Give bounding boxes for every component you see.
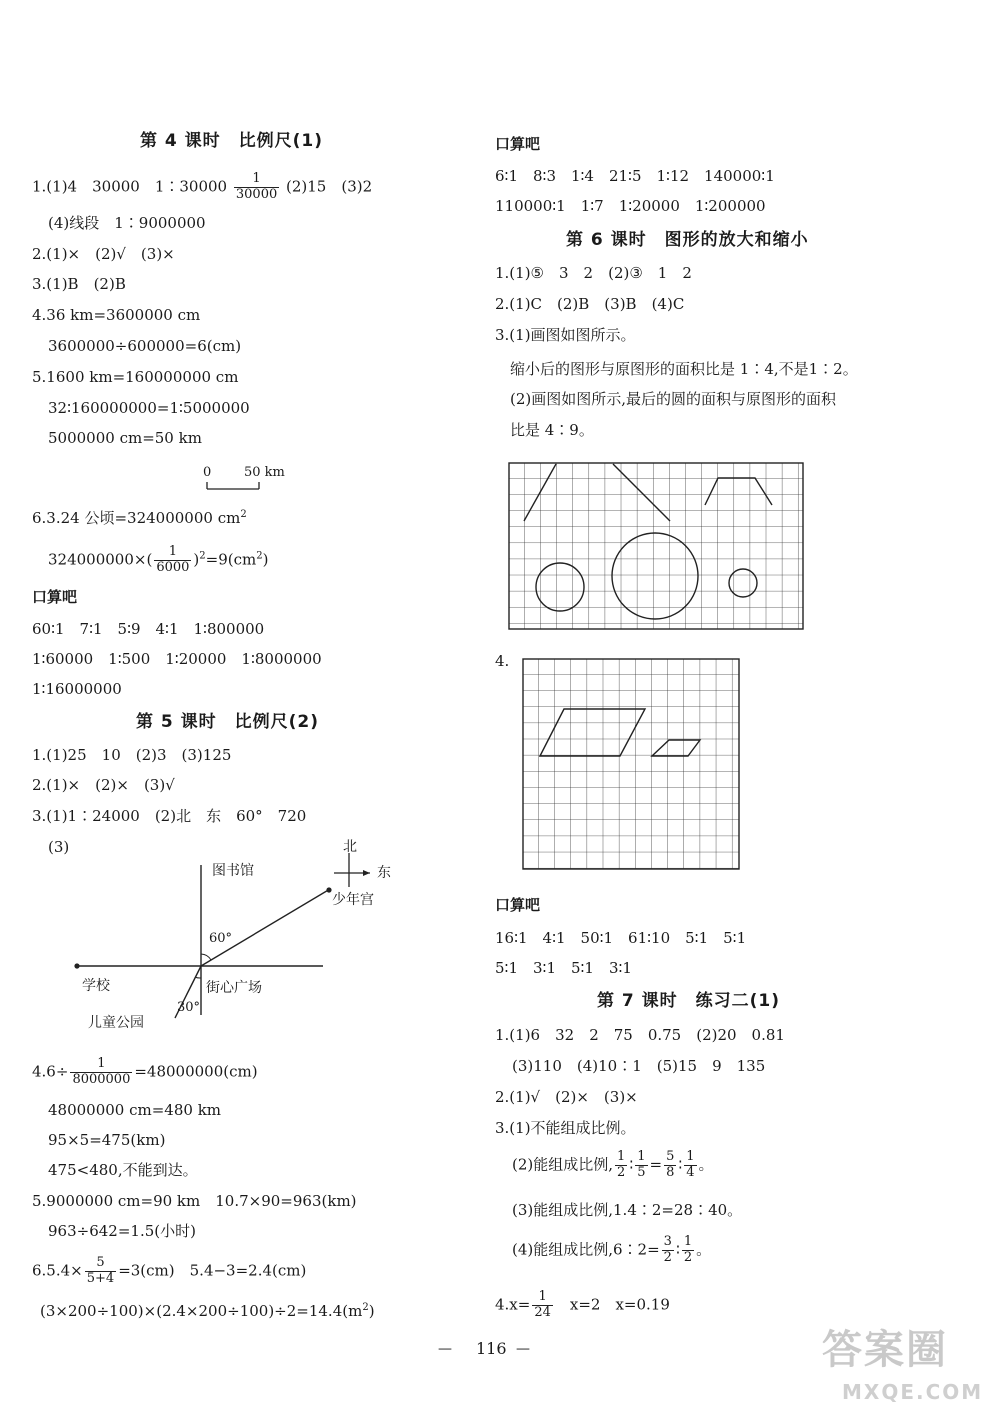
superscript: 2 <box>199 550 206 562</box>
oral1-title: 口算吧 <box>32 588 78 606</box>
enlarge-shrink-grid-1 <box>508 462 804 630</box>
oral2-row2: 110000∶1 1∶7 1∶20000 1∶200000 <box>495 197 766 215</box>
lesson6-q4: 4. <box>495 652 510 670</box>
lesson4-line3: 2.(1)× (2)√ (3)× <box>32 245 175 263</box>
lesson4-line10 <box>32 510 247 526</box>
l7-q4-text: 4.x= <box>495 1295 531 1314</box>
frac-den: 2 <box>663 1249 672 1265</box>
frac-num: 1 <box>70 1057 132 1073</box>
frac-num: 1 <box>686 1149 695 1164</box>
frac-num: 1 <box>617 1149 626 1164</box>
lesson7-line4: 3.(1)不能组成比例。 <box>495 1119 636 1137</box>
lesson5-line7: 95×5=475(km) <box>48 1131 166 1149</box>
l7-q3-2-text: (2)能组成比例, <box>512 1155 614 1174</box>
l4-q1-text: 1.(1)4 30000 1∶30000 <box>32 177 228 196</box>
scale-zero: 0 <box>203 465 212 480</box>
frac-num: 1 <box>532 1290 553 1306</box>
lesson4-line7: 5.1600 km=160000000 cm <box>32 368 239 386</box>
fraction <box>664 1150 676 1181</box>
l5-q6-area: (3×200÷100)×(2.4×200÷100)÷2=14.4(m <box>40 1302 363 1320</box>
oral3-row2: 5∶1 3∶1 5∶1 3∶1 <box>495 959 632 977</box>
footer-dash-left: — <box>438 1341 452 1357</box>
frac-num: 5 <box>85 1256 116 1272</box>
oral1-row2: 1∶60000 1∶500 1∶20000 1∶8000000 <box>32 650 322 668</box>
footer-dash-right: — <box>516 1341 530 1357</box>
frac-den: 4 <box>686 1164 695 1180</box>
lesson7-line1: 1.(1)6 32 2 75 0.75 (2)20 0.81 <box>495 1026 785 1044</box>
frac-den: 2 <box>617 1164 626 1180</box>
lesson7-line8 <box>495 1290 670 1321</box>
equal-sign: = <box>649 1155 663 1174</box>
map-school-label: 学校 <box>82 978 110 994</box>
lesson7-line6: (3)能组成比例,1.4∶2=28∶40。 <box>512 1201 743 1219</box>
lesson5-line8: 475<480,不能到达。 <box>48 1161 198 1179</box>
frac-den: 2 <box>683 1249 693 1265</box>
period: 。 <box>698 1155 714 1174</box>
fraction <box>70 1057 132 1088</box>
map-plaza-label: 街心广场 <box>206 980 262 996</box>
watermark-site: MXQE.COM <box>842 1380 984 1404</box>
superscript: 2 <box>240 509 247 520</box>
l7-q3-4-text: (4)能组成比例,6∶2= <box>512 1240 660 1259</box>
lesson4-line5: 4.36 km=3600000 cm <box>32 306 201 324</box>
lesson4-title: 第 4 课时 比例尺(1) <box>140 131 324 151</box>
fraction <box>532 1290 553 1321</box>
scale-50km: 50 km <box>244 465 285 480</box>
lesson4-line11 <box>48 545 268 576</box>
frac-num: 1 <box>637 1149 646 1164</box>
lesson5-line5 <box>32 1057 258 1088</box>
fraction <box>615 1150 627 1181</box>
l5-q6-result: =3(cm) 5.4−3=2.4(cm) <box>118 1261 307 1280</box>
lesson5-line11 <box>32 1256 306 1287</box>
lesson5-line4: (3) <box>48 838 70 856</box>
lesson6-title: 第 6 课时 图形的放大和缩小 <box>566 230 809 250</box>
lesson7-title: 第 7 课时 练习二(1) <box>597 991 781 1011</box>
lesson6-line3: 3.(1)画图如图所示。 <box>495 326 636 344</box>
frac-num: 1 <box>154 545 191 561</box>
lesson6-line6: 比是 4∶9。 <box>510 421 594 439</box>
ratio-sign: ∶ <box>678 1155 683 1174</box>
lesson6-line5: (2)画图如图所示,最后的圆的面积与原图形的面积 <box>510 390 837 408</box>
lesson5-line12 <box>40 1303 375 1319</box>
map-east-label: 东 <box>377 865 391 881</box>
l4-q1-tail: (2)15 (3)2 <box>286 177 373 196</box>
scale-bar <box>203 480 263 492</box>
fraction <box>635 1150 647 1181</box>
l4-q6-text: 6.3.24 公顷=324000000 cm <box>32 509 241 527</box>
map-palace-label: 少年宫 <box>332 892 374 908</box>
lesson6-line2: 2.(1)C (2)B (3)B (4)C <box>495 295 685 313</box>
lesson5-line2: 2.(1)× (2)× (3)√ <box>32 776 175 794</box>
paren-close: ) <box>262 550 269 569</box>
lesson4-line9: 5000000 cm=50 km <box>48 429 202 447</box>
map-library-label: 图书馆 <box>212 863 254 879</box>
frac-den: 8000000 <box>72 1071 131 1087</box>
map-north-label: 北 <box>343 839 357 855</box>
superscript: 2 <box>362 1302 369 1313</box>
l5-q6-text: 6.5.4× <box>32 1261 83 1280</box>
enlarge-shrink-grid-2 <box>522 658 740 870</box>
frac-num: 1 <box>234 172 279 188</box>
watermark-logo: 答案圈 <box>822 1327 948 1373</box>
superscript: 2 <box>256 550 263 562</box>
lesson5-line3: 3.(1)1∶24000 (2)北 东 60° 720 <box>32 807 307 825</box>
frac-den: 8 <box>666 1164 675 1180</box>
map-park-label: 儿童公园 <box>88 1015 144 1031</box>
l5-q4-result: =48000000(cm) <box>134 1062 258 1081</box>
oral2-title: 口算吧 <box>495 135 541 153</box>
map-angle-60: 60° <box>209 931 233 946</box>
frac-den: 30000 <box>235 186 278 202</box>
ratio-sign: ∶ <box>675 1240 680 1259</box>
lesson7-line5 <box>512 1150 714 1181</box>
lesson7-line3: 2.(1)√ (2)× (3)× <box>495 1088 638 1106</box>
fraction <box>682 1235 694 1266</box>
oral1-row1: 60∶1 7∶1 5∶9 4∶1 1∶800000 <box>32 620 265 638</box>
fraction <box>85 1256 116 1287</box>
map-angle-30: 30° <box>177 1000 201 1015</box>
fraction <box>662 1235 674 1266</box>
paren-close: ) <box>193 550 200 569</box>
lesson6-line1: 1.(1)⑤ 3 2 (2)③ 1 2 <box>495 264 692 282</box>
l4-q6-calc: 324000000×( <box>48 550 153 569</box>
period: 。 <box>696 1240 712 1259</box>
oral1-row3: 1∶16000000 <box>32 680 122 698</box>
lesson4-line8: 32∶160000000=1∶5000000 <box>48 399 250 417</box>
paren-close: ) <box>368 1302 375 1320</box>
l5-q4-text: 4.6÷ <box>32 1062 69 1081</box>
ratio-sign: ∶ <box>629 1155 634 1174</box>
fraction <box>154 545 191 576</box>
lesson5-title: 第 5 课时 比例尺(2) <box>136 712 320 732</box>
frac-num: 1 <box>683 1234 693 1249</box>
frac-den: 24 <box>534 1304 551 1320</box>
lesson7-line7 <box>512 1235 711 1266</box>
page-number: 116 <box>476 1339 507 1358</box>
frac-num: 3 <box>663 1234 672 1249</box>
lesson5-line9: 5.9000000 cm=90 km 10.7×90=963(km) <box>32 1192 357 1210</box>
lesson6-line4: 缩小后的图形与原图形的面积比是 1∶4,不是1∶2。 <box>510 360 858 378</box>
fraction <box>684 1150 696 1181</box>
lesson4-line2: (4)线段 1∶9000000 <box>48 214 206 232</box>
lesson5-line10: 963÷642=1.5(小时) <box>48 1222 196 1240</box>
frac-den: 6000 <box>156 559 190 575</box>
lesson5-line6: 48000000 cm=480 km <box>48 1101 222 1119</box>
frac-num: 5 <box>666 1149 675 1164</box>
lesson4-line4: 3.(1)B (2)B <box>32 275 126 293</box>
lesson7-line2: (3)110 (4)10∶1 (5)15 9 135 <box>512 1057 766 1075</box>
frac-den: 5+4 <box>86 1270 115 1286</box>
oral3-title: 口算吧 <box>495 896 541 914</box>
oral3-row1: 16∶1 4∶1 50∶1 61∶10 5∶1 5∶1 <box>495 929 747 947</box>
lesson4-line1 <box>32 172 372 203</box>
oral2-row1: 6∶1 8∶3 1∶4 21∶5 1∶12 140000∶1 <box>495 167 775 185</box>
l4-q6-result: =9(cm <box>205 550 257 569</box>
lesson4-line6: 3600000÷600000=6(cm) <box>48 337 242 355</box>
frac-den: 5 <box>637 1164 646 1180</box>
fraction <box>234 172 279 203</box>
l7-q4-tail: x=2 x=0.19 <box>554 1295 670 1314</box>
lesson5-line1: 1.(1)25 10 (2)3 (3)125 <box>32 746 232 764</box>
